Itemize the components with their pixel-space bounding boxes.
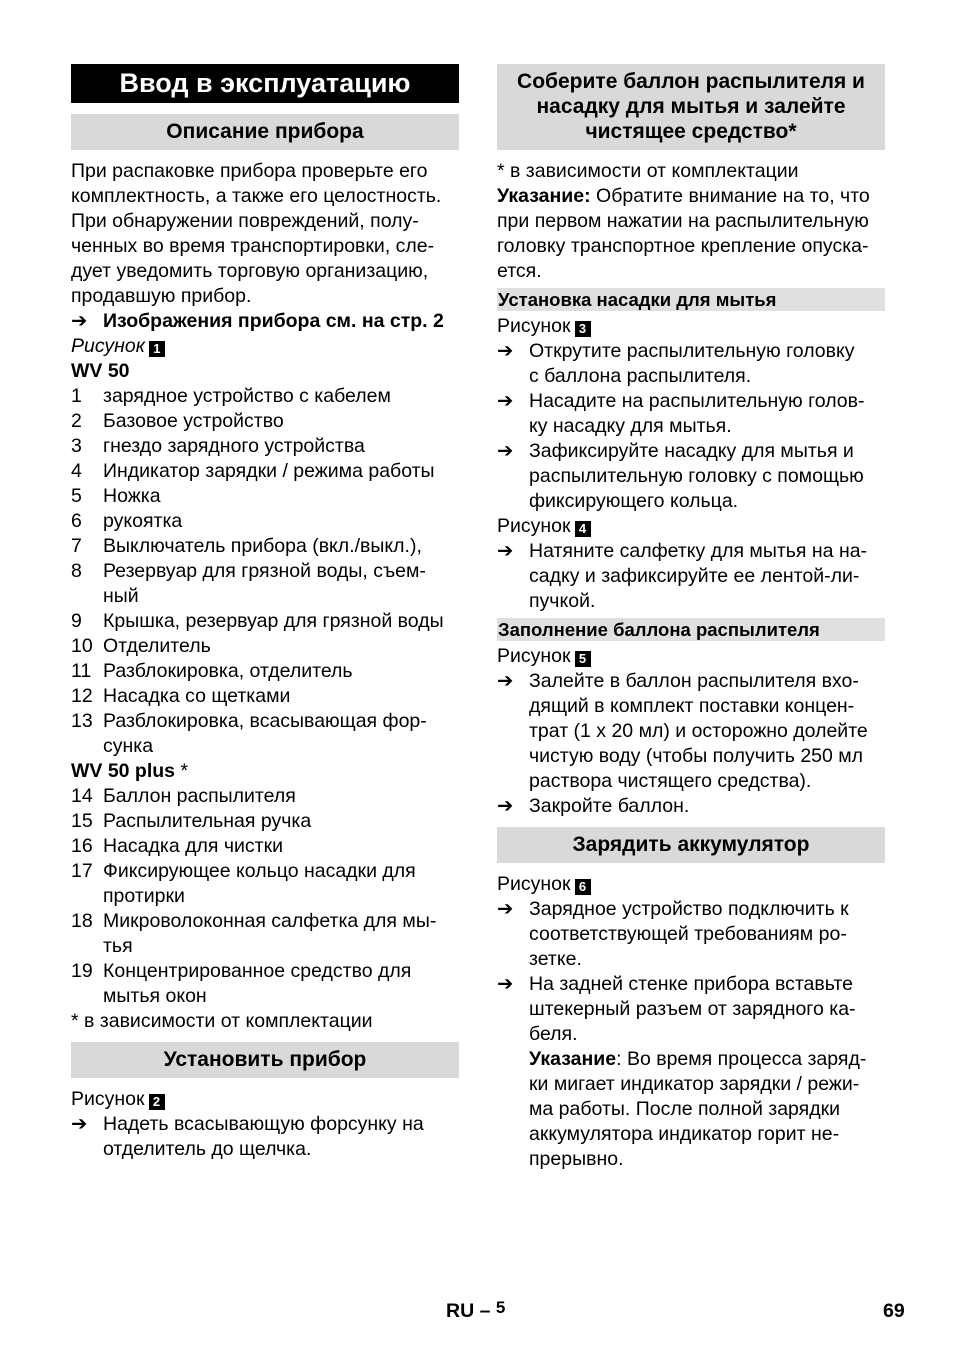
text-line: При обнаружении повреждений, полу- (71, 210, 419, 232)
list-item (71, 659, 459, 684)
item-text: Разблокировка, всасывающая фор- (103, 710, 427, 732)
item-number: 18 (71, 910, 93, 932)
item-number: 11 (71, 660, 92, 682)
item-text-continued: тья (103, 935, 133, 957)
footnote: * в зависимости от комплектации (497, 160, 799, 182)
item-text: зарядное устройство с кабелем (103, 385, 391, 407)
item-text: Фиксирующее кольцо насадки для (103, 860, 416, 882)
list-item (71, 459, 459, 484)
item-text: рукоятка (103, 510, 183, 532)
item-text: Крышка, резервуар для грязной воды (103, 610, 444, 632)
item-number: 13 (71, 710, 93, 732)
text-line: штекерный разъем от зарядного ка- (529, 998, 856, 1020)
figure-number-box: 6 (575, 879, 591, 895)
item-number: 7 (71, 535, 82, 557)
item-text: Базовое устройство (103, 410, 284, 432)
item-text: Выключатель прибора (вкл./выкл.), (103, 535, 422, 557)
text-line: комплектность, а также его целостность. (71, 185, 442, 207)
nozzle-step-1 (497, 339, 885, 389)
item-text: Насадка для чистки (103, 835, 284, 857)
item-text: Разблокировка, отделитель (103, 660, 353, 682)
item-text: Микроволоконная салфетка для мы- (103, 910, 437, 932)
main-heading: Ввод в эксплуатацию (71, 64, 459, 103)
arrow-icon: ➔ (497, 340, 514, 362)
text-line: ченных во время транспортировки, сле- (71, 235, 435, 257)
item-number: 4 (71, 460, 82, 482)
footer-lang: RU – (446, 1300, 491, 1322)
item-number: 9 (71, 610, 82, 632)
model-star: * (175, 760, 189, 782)
note-label: Указание: (497, 185, 591, 207)
item-text-continued: мытья окон (103, 985, 207, 1007)
arrow-icon: ➔ (497, 795, 514, 817)
figure-number-box: 5 (575, 651, 591, 667)
page-number: 69 (883, 1300, 905, 1322)
item-text: Баллон распылителя (103, 785, 296, 807)
images-reference-text: Изображения прибора см. на стр. 2 (103, 310, 444, 332)
nozzle-step-3 (497, 439, 885, 514)
list-item (71, 709, 459, 759)
heading-line: насадку для мытья и залейте (536, 95, 846, 118)
list-item (71, 684, 459, 709)
fill-step-2 (497, 794, 885, 819)
text-line: ку насадку для мытья. (529, 415, 732, 437)
assemble-heading (497, 64, 885, 150)
item-number: 8 (71, 560, 82, 582)
figure-number-box: 3 (575, 321, 591, 337)
text-line: Залейте в баллон распылителя вхо- (529, 670, 859, 692)
item-number: 6 (71, 510, 82, 532)
item-text: Ножка (103, 485, 161, 507)
cloth-step (497, 539, 885, 614)
item-number: 2 (71, 410, 82, 432)
item-text: Распылительная ручка (103, 810, 312, 832)
footer-section (446, 1300, 505, 1323)
text-line: трат (1 x 20 мл) и осторожно долейте (529, 720, 868, 742)
list-item (71, 784, 459, 809)
item-text-continued: сунка (103, 735, 154, 757)
parts-list-wv50plus (71, 784, 459, 1009)
item-text: Насадка со щетками (103, 685, 291, 707)
footnote: * в зависимости от комплектации (71, 1010, 373, 1032)
text-line: при первом нажатии на распылительную (497, 210, 869, 232)
list-item (71, 959, 459, 1009)
text-line: Надеть всасывающую форсунку на (103, 1113, 424, 1135)
charge-heading: Зарядить аккумулятор (497, 827, 885, 863)
item-number: 14 (71, 785, 93, 807)
item-number: 5 (71, 485, 82, 507)
text-line: дящий в комплект поставки концен- (529, 695, 855, 717)
model-wv50: WV 50 (71, 360, 130, 382)
parts-list-wv50 (71, 384, 459, 759)
text-line: Закройте баллон. (529, 795, 690, 817)
text-line: с баллона распылителя. (529, 365, 752, 387)
text-line: Обратите внимание на то, что (590, 185, 870, 207)
text-line: раствора чистящего средства). (529, 770, 812, 792)
list-item (71, 509, 459, 534)
list-item (71, 809, 459, 834)
figure-5-ref (497, 644, 885, 669)
note (497, 184, 885, 284)
item-number: 1 (71, 385, 82, 407)
item-number: 10 (71, 635, 93, 657)
nozzle-step-2 (497, 389, 885, 439)
text-line: Открутите распылительную головку (529, 340, 855, 362)
figure-label: Рисунок (497, 315, 571, 337)
item-number: 17 (71, 860, 93, 882)
figure-label: Рисунок (71, 335, 145, 357)
images-reference (71, 309, 459, 334)
figure-label: Рисунок (497, 645, 571, 667)
left-column (71, 64, 459, 1162)
text-line: чистую воду (чтобы получить 250 мл (529, 745, 864, 767)
list-item (71, 634, 459, 659)
install-heading: Установить прибор (71, 1042, 459, 1078)
item-number: 19 (71, 960, 93, 982)
text-line: ки мигает индикатор зарядки / режи- (529, 1073, 860, 1095)
text-line: соответствующей требованиям ро- (529, 923, 847, 945)
fill-heading: Заполнение баллона распылителя (497, 618, 885, 641)
figure-label: Рисунок (71, 1088, 145, 1110)
item-text: Отделитель (103, 635, 211, 657)
list-item (71, 409, 459, 434)
text-line: Зафиксируйте насадку для мытья и (529, 440, 854, 462)
arrow-icon: ➔ (497, 540, 514, 562)
arrow-icon: ➔ (497, 898, 514, 920)
arrow-icon: ➔ (497, 390, 514, 412)
text-line: На задней стенке прибора вставьте (529, 973, 853, 995)
text-line: отделитель до щелчка. (103, 1138, 312, 1160)
text-line: беля. (529, 1023, 578, 1045)
list-item (71, 909, 459, 959)
arrow-icon: ➔ (497, 973, 514, 995)
model-wv50plus (71, 759, 459, 784)
item-text-continued: протирки (103, 885, 185, 907)
text-line: фиксирующего кольца. (529, 490, 739, 512)
model-name: WV 50 plus (71, 760, 176, 782)
nozzle-heading: Установка насадки для мытья (497, 288, 885, 311)
charge-note (497, 1047, 885, 1172)
item-text: гнездо зарядного устройства (103, 435, 365, 457)
item-number: 15 (71, 810, 93, 832)
figure-number-box: 1 (149, 341, 165, 357)
right-column (497, 64, 885, 1172)
list-item (71, 834, 459, 859)
text-line: прерывно. (529, 1148, 624, 1170)
text-line: пучкой. (529, 590, 596, 612)
charge-step-2 (497, 972, 885, 1047)
arrow-icon: ➔ (71, 310, 88, 332)
arrow-icon: ➔ (71, 1113, 88, 1135)
list-item (71, 559, 459, 609)
text-line: ма работы. После полной зарядки (529, 1098, 841, 1120)
heading-line: чистящее средство* (585, 120, 797, 143)
arrow-icon: ➔ (497, 670, 514, 692)
item-text: Резервуар для грязной воды, съем- (103, 560, 426, 582)
text-line: зетке. (529, 948, 582, 970)
list-item (71, 434, 459, 459)
item-text: Индикатор зарядки / режима работы (103, 460, 435, 482)
text-line: ется. (497, 260, 542, 282)
heading-line: Соберите баллон распылителя и (517, 70, 865, 93)
item-text: Концентрированное средство для (103, 960, 412, 982)
figure-number-box: 4 (575, 521, 591, 537)
text-line: головку транспортное крепление опуска- (497, 235, 869, 257)
figure-6-ref (497, 872, 885, 897)
figure-1-ref (71, 334, 459, 359)
text-line: продавшую прибор. (71, 285, 252, 307)
arrow-icon: ➔ (497, 440, 514, 462)
list-item (71, 859, 459, 909)
item-number: 3 (71, 435, 82, 457)
text-line: : Во время процесса заряд- (616, 1048, 867, 1070)
note-label: Указание (529, 1048, 617, 1070)
text-line: дует уведомить торговую организацию, (71, 260, 429, 282)
figure-label: Рисунок (497, 515, 571, 537)
footer-section-page: 5 (495, 1298, 506, 1317)
description-heading: Описание прибора (71, 114, 459, 150)
item-number: 16 (71, 835, 93, 857)
list-item (71, 384, 459, 409)
description-text (71, 159, 459, 309)
item-text-continued: ный (103, 585, 139, 607)
item-number: 12 (71, 685, 93, 707)
text-line: Зарядное устройство подключить к (529, 898, 849, 920)
list-item (71, 534, 459, 559)
charge-step-1 (497, 897, 885, 972)
text-line: Натяните салфетку для мытья на на- (529, 540, 868, 562)
figure-label: Рисунок (497, 873, 571, 895)
text-line: распылительную головку с помощью (529, 465, 864, 487)
list-item (71, 484, 459, 509)
text-line: Насадите на распылительную голов- (529, 390, 865, 412)
figure-3-ref (497, 314, 885, 339)
figure-2-ref (71, 1087, 459, 1112)
figure-4-ref (497, 514, 885, 539)
text-line: При распаковке прибора проверьте его (71, 160, 428, 182)
text-line: садку и зафиксируйте ее лентой-ли- (529, 565, 860, 587)
fill-step-1 (497, 669, 885, 794)
text-line: аккумулятора индикатор горит не- (529, 1123, 840, 1145)
figure-number-box: 2 (149, 1094, 165, 1110)
list-item (71, 609, 459, 634)
install-step (71, 1112, 459, 1162)
